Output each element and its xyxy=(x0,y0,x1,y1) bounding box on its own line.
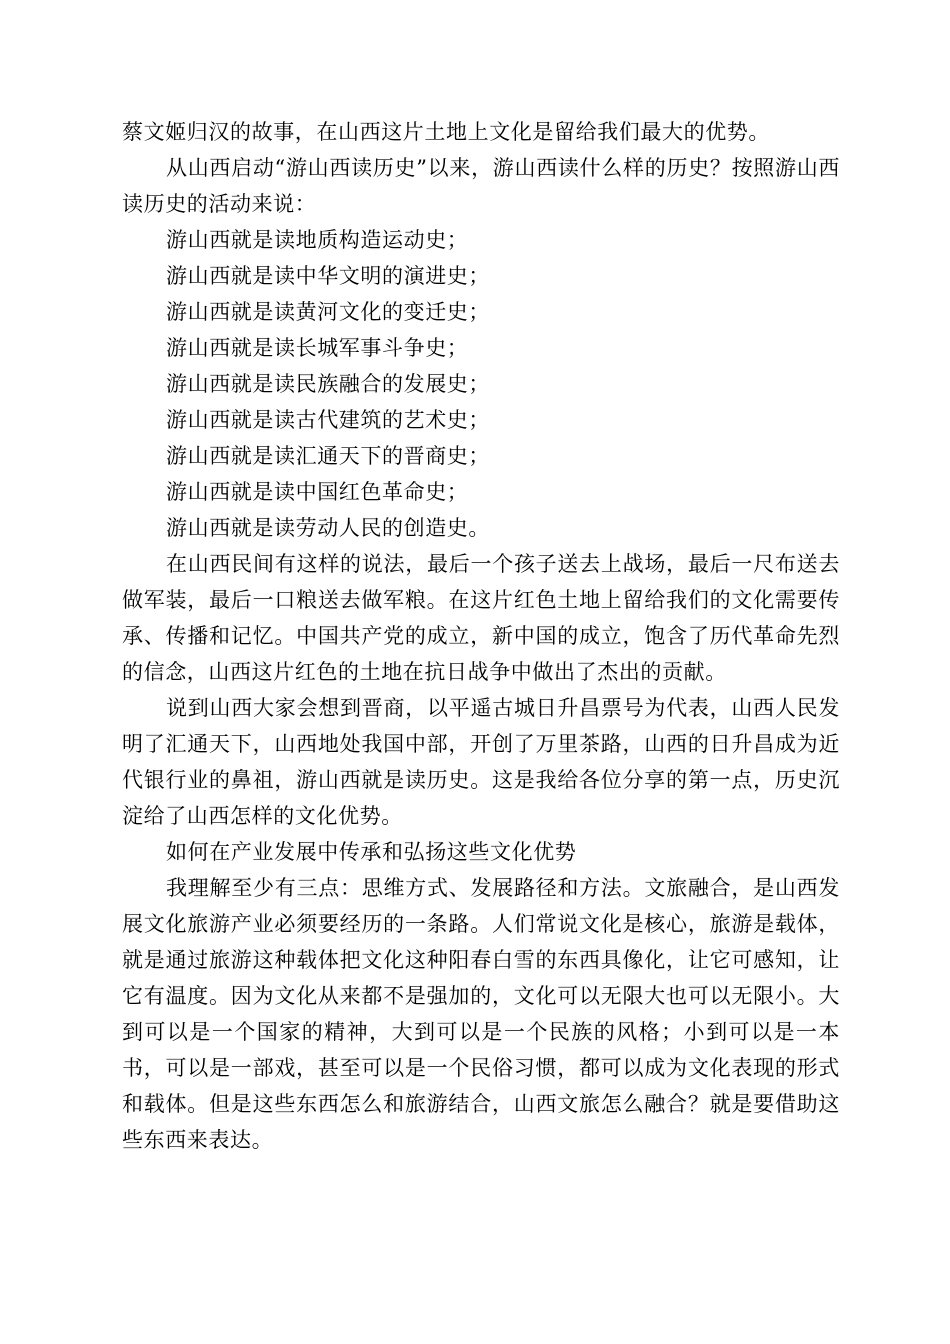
paragraph-continuation: 蔡文姬归汉的故事，在山西这片土地上文化是留给我们最大的优势。 xyxy=(122,120,770,144)
section-heading: 如何在产业发展中传承和弘扬这些文化优势 xyxy=(166,840,577,864)
paragraph-red-land: 在山西民间有这样的说法，最后一个孩子送去上战场，最后一尺布送去做军装，最后一口粮送去做军粮。在这片红色土地上留给我们的文化需要传承、传播和记忆。中国共产党的成立，新中国的成立，饱含了历代革命先烈的信念，山西这片红色的土地在抗日战争中做出了杰出的贡献。 xyxy=(122,552,840,684)
paragraph-intro: 从山西启动“游山西读历史”以来，游山西读什么样的历史？按照游山西读历史的活动来说： xyxy=(122,156,840,216)
document-body xyxy=(122,114,840,1158)
list-item-architecture: 游山西就是读古代建筑的艺术史； xyxy=(166,408,490,432)
list-item-red-revolution: 游山西就是读中国红色革命史； xyxy=(166,480,469,504)
paragraph-jin-merchants: 说到山西大家会想到晋商，以平遥古城日升昌票号为代表，山西人民发明了汇通天下，山西地处我国中部，开创了万里茶路，山西的日升昌成为近代银行业的鼻祖，游山西就是读历史。这是我给各位分享的第一点，历史沉淀给了山西怎样的文化优势。 xyxy=(122,696,840,828)
list-item-jin-merchants: 游山西就是读汇通天下的晋商史； xyxy=(166,444,490,468)
paragraph-culture-tourism: 我理解至少有三点：思维方式、发展路径和方法。文旅融合，是山西发展文化旅游产业必须要经历的一条路。人们常说文化是核心，旅游是载体，就是通过旅游这种载体把文化这种阳春白雪的东西具像化，让它可感知，让它有温度。因为文化从来都不是强加的，文化可以无限大也可以无限小。大到可以是一个国家的精神，大到可以是一个民族的风格；小到可以是一本书，可以是一部戏，甚至可以是一个民俗习惯，都可以成为文化表现的形式和载体。但是这些东西怎么和旅游结合，山西文旅怎么融合？就是要借助这些东西来表达。 xyxy=(122,876,840,1152)
list-item-working-people: 游山西就是读劳动人民的创造史。 xyxy=(166,516,490,540)
list-item-yellow-river: 游山西就是读黄河文化的变迁史； xyxy=(166,300,490,324)
list-item-civilization: 游山西就是读中华文明的演进史； xyxy=(166,264,490,288)
list-item-great-wall: 游山西就是读长城军事斗争史； xyxy=(166,336,469,360)
list-item-geology: 游山西就是读地质构造运动史； xyxy=(166,228,469,252)
list-item-ethnic-fusion: 游山西就是读民族融合的发展史； xyxy=(166,372,490,396)
